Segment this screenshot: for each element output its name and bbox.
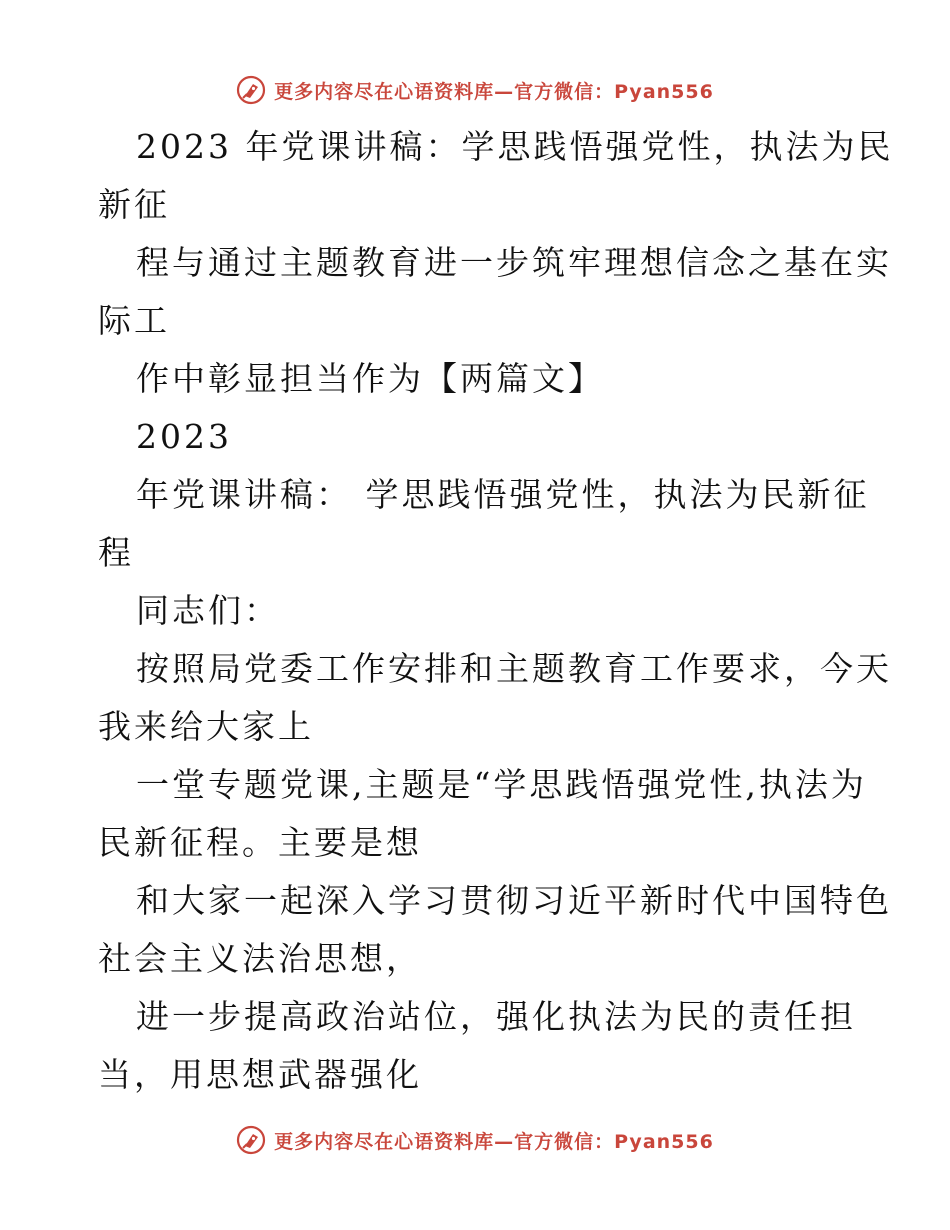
paragraph-line: 一堂专题党课,主题是“学思践悟强党性,执法为	[136, 765, 867, 804]
title-line-2: 新征	[98, 185, 170, 224]
title-line-1: 2023 年党课讲稿：学思践悟强党性，执法为民	[136, 127, 894, 166]
subtitle-year-line: 2023	[136, 417, 232, 456]
pen-nib-logo-icon	[236, 1125, 266, 1155]
paragraph-line: 和大家一起深入学习贯彻习近平新时代中国特色	[136, 881, 892, 920]
paragraph-line: 当，用思想武器强化	[98, 1055, 422, 1094]
paragraph-line: 社会主义法治思想，	[98, 939, 422, 978]
paragraph-line: 进一步提高政治站位，强化执法为民的责任担	[136, 997, 856, 1036]
paragraph-line: 按照局党委工作安排和主题教育工作要求，今天	[136, 649, 892, 688]
pen-nib-logo-icon	[236, 75, 266, 105]
header-banner-text: 更多内容尽在心语资料库—官方微信：Pyan556	[274, 80, 714, 103]
document-body	[98, 118, 894, 1104]
footer-banner	[0, 1120, 950, 1160]
title-line-3: 程与通过主题教育进一步筑牢理想信念之基在实	[136, 243, 892, 282]
subtitle-line-2: 程	[98, 533, 134, 572]
header-banner	[0, 70, 950, 110]
salutation: 同志们：	[136, 591, 280, 630]
paragraph-line: 我来给大家上	[98, 707, 314, 746]
footer-banner-text: 更多内容尽在心语资料库—官方微信：Pyan556	[274, 1130, 714, 1153]
title-line-5: 作中彰显担当作为【两篇文】	[136, 359, 604, 398]
paragraph-line: 民新征程。主要是想	[98, 823, 422, 862]
title-line-4: 际工	[98, 301, 170, 340]
subtitle-line-1: 年党课讲稿： 学思践悟强党性，执法为民新征	[136, 475, 870, 514]
